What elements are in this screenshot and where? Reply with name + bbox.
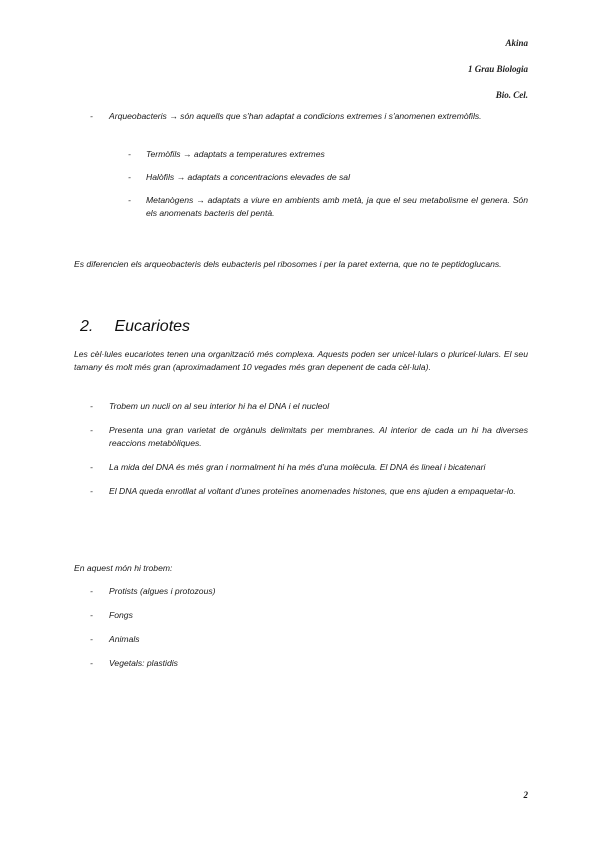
list-item: - Protists (algues i protozous) [90, 586, 216, 596]
bullet-dash: - [128, 172, 131, 182]
bullet-dash: - [90, 425, 93, 435]
bullet-dash: - [128, 149, 131, 159]
list-item: - Fongs [90, 610, 133, 620]
paragraph-world-intro: En aquest món hi trobem: [74, 563, 173, 573]
section-number: 2. [80, 318, 94, 335]
section-heading [80, 318, 190, 336]
section-title: Eucariotes [114, 318, 191, 335]
bullet-dash: - [90, 462, 93, 472]
list-item: - Animals [90, 634, 140, 644]
bullet-dash: - [90, 610, 93, 620]
list-item: - La mida del DNA és més gran i normalment hi ha més d'una molècula. El DNA és lineal i bicatenari [90, 462, 486, 472]
kingdoms-list [74, 585, 528, 670]
page-number: 2 [523, 790, 528, 800]
list-item: - Trobem un nucli on al seu interior hi ha el DNA i el nucleol [90, 401, 330, 411]
header-course: 1 Grau Biologia [467, 64, 528, 74]
page-header [468, 38, 528, 116]
list-item: - Halòfils → adaptats a concentracions elevades de sal [128, 172, 350, 182]
eukaryote-features-list [74, 400, 528, 498]
archaea-list [74, 110, 528, 123]
list-item: - Arqueobacteris → són aquells que s'han adaptat a condicions extremes i s'anomenen extremòfils. [90, 111, 482, 121]
header-author: Akina [505, 38, 528, 48]
list-item: - Presenta una gran varietat de orgànuls delimitats per membranes. Al interior de cada un hi ha diverses reaccions metabòliques. [90, 425, 528, 448]
archaea-sublist [74, 148, 528, 220]
list-item: - Vegetals: plastidis [90, 658, 178, 668]
bullet-dash: - [128, 195, 131, 205]
bullet-dash: - [90, 111, 93, 121]
bullet-dash: - [90, 658, 93, 668]
bullet-dash: - [90, 634, 93, 644]
bullet-dash: - [90, 586, 93, 596]
list-item: - El DNA queda enrotllat al voltant d'unes proteïnes anomenades histones, que ens ajuden a empaquetar-lo. [90, 486, 516, 496]
bullet-dash: - [90, 401, 93, 411]
bullet-dash: - [90, 486, 93, 496]
header-subject: Bio. Cel. [495, 90, 528, 100]
paragraph-eukaryotes: Les cèl·lules eucariotes tenen una organització més complexa. Aquests poden ser unicel·lulars o pluricel·lulars. El seu tamany és molt més gran (aproximadament 10 vegades més gran depenent de cada cèl·lula). [74, 349, 528, 372]
paragraph-differences: Es diferencien els arqueobacteris dels eubacteris pel ribosomes i per la paret externa, que no te peptidoglucans. [74, 259, 502, 269]
list-item: - Termòfils → adaptats a temperatures extremes [128, 149, 325, 159]
list-item: - Metanògens → adaptats a viure en ambients amb metà, ja que el seu metabolisme el genera. Són els anomenats bacteris del pentà. [128, 195, 528, 218]
